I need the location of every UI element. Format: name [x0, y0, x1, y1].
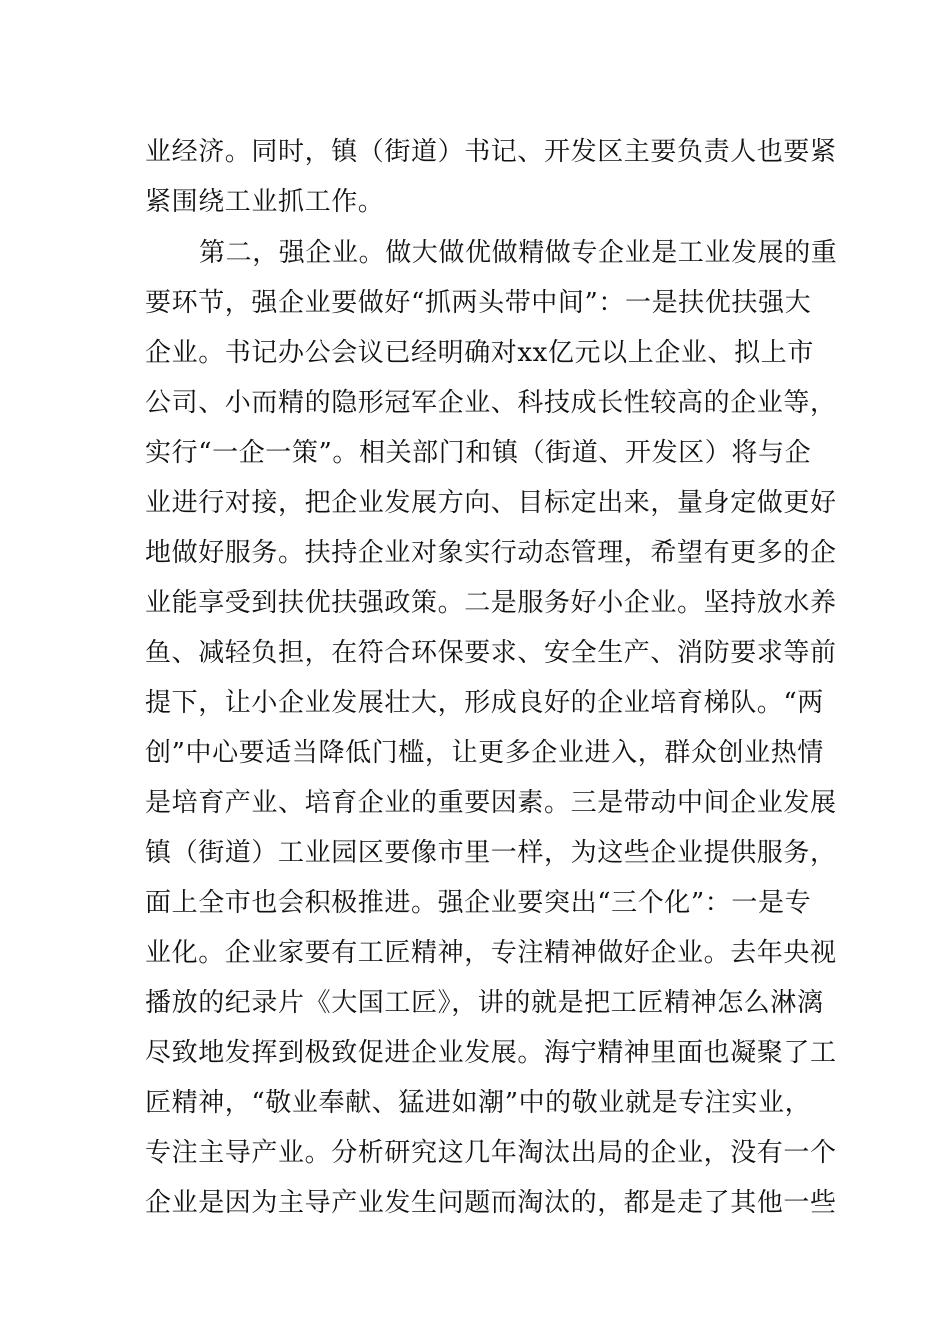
text-line: 紧围绕工业抓工作。 — [145, 187, 385, 217]
text-line: 是培育产业、培育企业的重要因素。三是带动中间企业发展 — [145, 788, 837, 818]
text-line: 业能享受到扶优扶强政策。二是服务好小企业。坚持放水养 — [145, 588, 837, 618]
text-line: 地做好服务。扶持企业对象实行动态管理，希望有更多的企 — [145, 538, 837, 568]
text-line: 播放的纪录片《大国工匠》，讲的就是把工匠精神怎么淋漓 — [145, 988, 824, 1018]
text-line: 业化。企业家要有工匠精神，专注精神做好企业。去年央视 — [145, 938, 837, 968]
text-line: 面上全市也会积极推进。强企业要突出“三个化”：一是专 — [145, 888, 812, 918]
text-line: 业经济。同时，镇（街道）书记、开发区主要负责人也要紧 — [145, 137, 837, 167]
text-line: 要环节，强企业要做好“抓两头带中间”：一是扶优扶强大 — [145, 288, 812, 318]
text-line: 鱼、减轻负担，在符合环保要求、安全生产、消防要求等前 — [145, 638, 837, 668]
text-line: 专注主导产业。分析研究这几年淘汰出局的企业，没有一个 — [145, 1138, 837, 1168]
text-line: 实行“一企一策”。相关部门和镇（街道、开发区）将与企 — [145, 438, 812, 468]
text-line: 公司、小而精的隐形冠军企业、科技成长性较高的企业等， — [145, 388, 837, 418]
text-line: 尽致地发挥到极致促进企业发展。海宁精神里面也凝聚了工 — [145, 1038, 837, 1068]
text-line: 业进行对接，把企业发展方向、目标定出来，量身定做更好 — [145, 488, 837, 518]
text-line: 匠精神，“敬业奉献、猛进如潮”中的敬业就是专注实业， — [145, 1088, 812, 1118]
text-line: 镇（街道）工业园区要像市里一样，为这些企业提供服务， — [145, 838, 837, 868]
text-line: 提下，让小企业发展壮大，形成良好的企业培育梯队。“两 — [145, 688, 824, 718]
paragraph-start-line: 第二，强企业。做大做优做精做专企业是工业发展的重 — [199, 238, 838, 268]
text-line: 创”中心要适当降低门槛，让更多企业进入，群众创业热情 — [145, 738, 824, 768]
text-line: 企业。书记办公会议已经明确对xx亿元以上企业、拟上市 — [145, 338, 814, 368]
text-line: 企业是因为主导产业发生问题而淘汰的，都是走了其他一些 — [145, 1188, 837, 1218]
